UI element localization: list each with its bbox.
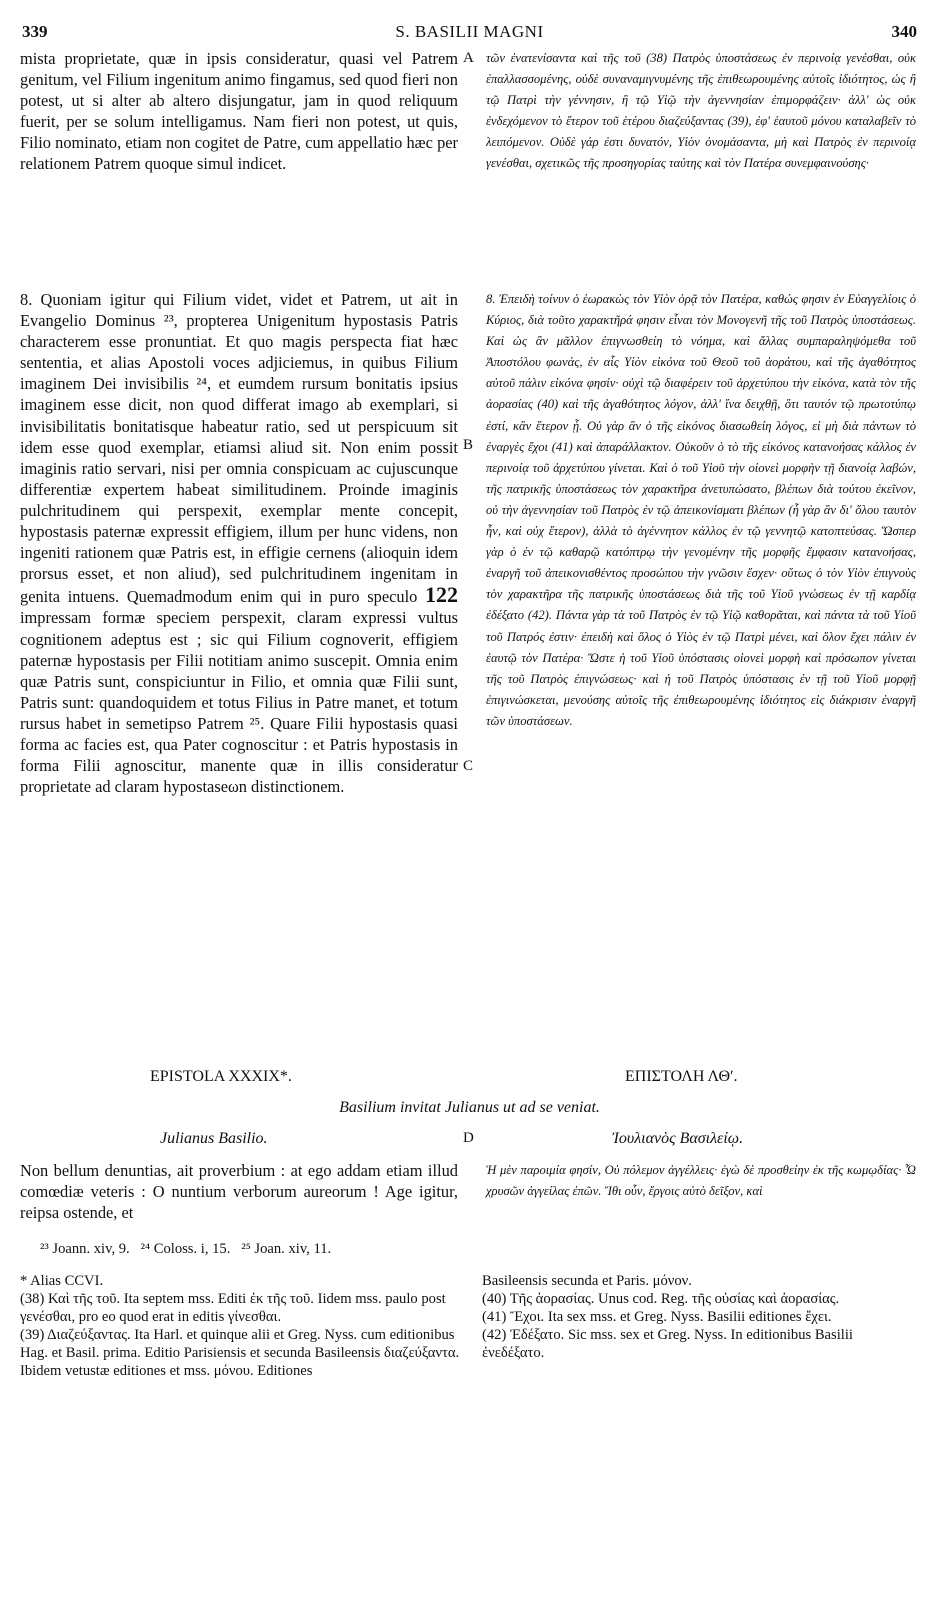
footnotes-right	[482, 1272, 918, 1362]
latin-paragraph-2-part-a: 8. Quoniam igitur qui Filium videt, videt et Patrem, ut ait in Evangelio Dominus ²³, propterea Unigenitum hypostasis Patris characterem esse pronuntiat. Et quo magis perspecta fiat hæc sententia, et alias Apostoli voces adjiciemus, in quibus Filium imaginem Dei invisibilis ²⁴, et eumdem rursum bonitatis ipsius imaginem esse dicit, non quod differat imago ab exemplari, si invisibilitatis bonitatisque habeatur ratio, sed ut perspicuum sit idem esse quod exemplar, etiamsi aliud sit. Non enim possit imaginis ratio servari, nisi per omnia conspicuam ac cujuscunque differentiæ expertem habeat similitudinem. Proinde imaginis pulchritudinem qui perspexit, exemplar mente concepit, hypostasis paternæ expressit effigiem, illum per hunc videns, non ingeniti rationem quæ Patris est, in effigie cernens (alioquin idem prorsus esset, et non aliud), sed pulchritudinem ingenitam in genita intuens. Quemadmodum enim qui in puro speculo	[20, 290, 458, 607]
greek-column-section-8	[486, 289, 916, 732]
footnote-39-continued: Basileensis secunda et Paris. μόνον.	[482, 1273, 692, 1289]
latin-column-section-8	[20, 289, 458, 797]
margin-marker-c: C	[463, 758, 474, 774]
page-number-left: 339	[22, 22, 48, 41]
latin-paragraph-2	[20, 289, 458, 797]
footnote-40: (40) Τῆς ἀορασίας. Unus cod. Reg. τῆς οὐσίας καὶ ἀορασίας.	[482, 1291, 840, 1307]
running-title: S. BASILII MAGNI	[395, 22, 544, 41]
scripture-references: ²³ Joann. xiv, 9. ²⁴ Coloss. i, 15. ²⁵ Joan. xiv, 11.	[40, 1241, 332, 1257]
page-number-right: 340	[891, 22, 917, 41]
latin-paragraph-1: mista proprietate, quæ in ipsis consideratur, quasi vel Patrem genitum, vel Filium ingenitum animo fingamus, sed quod fieri non potest, ut si alter ab altero disjungatur, jam in quod reliquum fuerit, per se solum intelligamus. Nam fieri non potest, ut quis, Filio nominato, etiam non cogitet de Patre, cum appellatio hæc per relationem Patrem quoque simul indicet.	[20, 49, 458, 174]
footnote-39: (39) Διαζεύξαντας. Ita Harl. et quinque alii et Greg. Nyss. cum editionibus Hag. et Basil. prima. Editio Parisiensis et secunda Basileensis διαζεύξαντα. Ibidem vetustæ editiones et mss. μόνου. Editiones	[20, 1327, 460, 1379]
margin-marker-b: B	[463, 437, 474, 453]
margin-marker-a: A	[463, 50, 474, 66]
footnote-41: (41) Ἔχοι. Ita sex mss. et Greg. Nyss. Basilii editiones ἔχει.	[482, 1309, 832, 1325]
letter-title-latin: EPISTOLA XXXIX*.	[150, 1068, 292, 1085]
footnotes-left	[20, 1272, 460, 1380]
salutation-latin: Julianus Basilio.	[160, 1130, 268, 1147]
greek-paragraph-2: 8. Ἐπειδὴ τοίνυν ὁ ἑωρακὼς τὸν Υἱὸν ὁρᾷ τὸν Πατέρα, καθώς φησιν ἐν Εὐαγγελίοις ὁ Κύριος, διὰ τοῦτο χαρακτῆρά φησιν εἶναι τὸν Μονογενῆ τῆς τοῦ Πατρὸς ὑποστάσεως. Καὶ ὡς ἂν μᾶλλον ἐπιγνωσθείη τὸ νόημα, καὶ ἄλλας συμπαραληψόμεθα τοῦ Ἀποστόλου φωνάς, ἐν αἷς Υἱὸν εἰκόνα τοῦ Θεοῦ τοῦ ἀοράτου, καὶ τῆς ἀγαθότητος αὐτοῦ πάλιν εἰκόνα φησίν· οὐχὶ τῷ διαφέρειν τοῦ ἀρχετύπου τὴν εἰκόνα, κατὰ τὸν τῆς ἀορασίας (40) καὶ τῆς ἀγαθότητος λόγον, ἀλλ' ἵνα δειχθῇ, ὅτι ταυτόν τῷ πρωτοτύπῳ ἐστί, κἂν ἕτερον ᾖ. Οὐ γὰρ ἂν ὁ τῆς εἰκόνος διασωθείη λόγος, εἰ μὴ διὰ πάντων τὸ ἐναργὲς ἔχοι (41) καὶ ἀπαράλλακτον. Οὐκοῦν ὁ τὸ τῆς εἰκόνος κατανοήσας κάλλος ἐν περινοίᾳ τοῦ ἀρχετύπου γίνεται. Καὶ ὁ τοῦ Υἱοῦ τὴν οἱονεὶ μορφὴν τῇ διανοίᾳ λαβών, τῆς πατρικῆς ὑποστάσεως τὸν χαρακτῆρα ἀνετυπώσατο, βλέπων διὰ τούτου ἐκεῖνον, οὐ τὴν ἀγεννησίαν τοῦ Πατρὸς ἐν τῷ ἀπεικονίσματι βλέπων (ἦ γὰρ ἂν δι' ὅλου ταυτὸν ἦν, καὶ οὐχ ἕτερον), ἀλλὰ τὸ ἀγέννητον κάλλος ἐν τῷ γεννητῷ κατοπτεύσας. Ὥσπερ γὰρ ὁ ἐν τῷ καθαρῷ κατόπτρῳ τὴν γενομένην τῆς μορφῆς ἔμφασιν κατανοήσας, ἐναργῆ τοῦ ἀπεικονισθέντος προσώπου τὴν γνῶσιν ἔσχεν· οὕτως ὁ τὸν Υἱὸν ἐπιγνοὺς τὸν χαρακτῆρα τῆς πατρικῆς ὑποστάσεως διὰ τῆς τοῦ Υἱοῦ γνώσεως ἐν τῇ καρδίᾳ ἐδέξατο (42). Πάντα γὰρ τὰ τοῦ Πατρὸς ἐν τῷ Υἱῷ καθορᾶται, καὶ πάντα τὰ τοῦ Υἱοῦ τοῦ Πατρός ἐστιν· ἐπειδὴ καὶ ὅλος ὁ Υἱὸς ἐν τῷ Πατρὶ μένει, καὶ ὅλον ἔχει πάλιν ἐν ἑαυτῷ τὸν Πατέρα· Ὥστε ἡ τοῦ Υἱοῦ ὑπόστασις οἱονεὶ μορφὴ καὶ πρόσωπον γίνεται τῆς τοῦ Πατρὸς ἐπιγνώσεως· καὶ ἡ τοῦ Πατρὸς ὑπόστασις ἐν τῇ τοῦ Υἱοῦ μορφῇ ἐπιγινώσκεται, μενούσης αὐτοῖς τῆς ἐπιθεωρουμένης ἰδιότητος εἰς διάκρισιν ἐναργῆ τῶν ὑποστάσεων.	[486, 292, 916, 728]
greek-paragraph-1: τῶν ἐνατενίσαντα καὶ τῆς τοῦ (38) Πατρὸς ὑποστάσεως ἐν περινοίᾳ γενέσθαι, οὐκ ἐπαλλασσομένης, οὐδὲ συναναμιγνυμένης τῆς ἐπιθεωρουμένης αὐτοῖς ἰδιότητος, ὡς ἢ τῷ Πατρὶ τὴν γέννησιν, ἢ τῷ Υἱῷ τὴν ἀγεννησίαν ἐπιμορφάζειν· ἀλλ' ὡς οὐκ ἐνδεχόμενον τὸ ἕτερον τοῦ ἑτέρου διαζεύξαντας (39), ἐφ' ἑαυτοῦ μόνου καταλαβεῖν τὸ λειπόμενον. Οὐδὲ γάρ ἐστι δυνατόν, Υἱὸν ὀνομάσαντα, μὴ καὶ Πατρὸς ἐν περινοίᾳ γενέσθαι, σχετικῶς τῆς προσηγορίας ταύτης καὶ τὸν Πατέρα συνεμφαινούσης·	[486, 51, 916, 171]
margin-marker-d: D	[463, 1130, 474, 1146]
letter-greek-text	[486, 1160, 916, 1202]
latin-column	[20, 48, 458, 175]
letter-title-greek: ΕΠΙΣΤΟΛΗ ΛΘʹ.	[625, 1068, 738, 1085]
marginal-number-122: 122	[425, 582, 458, 608]
letter-subtitle: Basilium invitat Julianus ut ad se veniat.	[339, 1099, 600, 1116]
letter-latin-paragraph: Non bellum denuntias, ait proverbium : at ego addam etiam illud comœdiæ veteris : O nuntium verborum aureorum ! Age igitur, reipsa ostende, et	[20, 1161, 458, 1223]
letter-greek-paragraph: Ἡ μὲν παροιμία φησίν, Οὐ πόλεμον ἀγγέλλεις· ἐγὼ δὲ προσθείην ἐκ τῆς κωμῳδίας· Ὦ χρυσῶν ἀγγείλας ἐπῶν. Ἴθι οὖν, ἔργοις αὐτὸ δεῖξον, καὶ	[486, 1163, 916, 1199]
letter-latin-text	[20, 1160, 458, 1223]
latin-paragraph-2-part-b: impressam formæ speciem perspexit, claram expressi vultus cognitionem adeptus est ; sic qui Filium cognoverit, effigiem paternæ hypostasis per Filii notitiam animo suscepit. Omnia enim quæ Patris sunt, conspiciuntur in Filio, et omnia quæ Filii sunt, Patris sunt: quandoquidem et totus Filius in Patre manet, et totum rursus habet in semetipso Patrem ²⁵. Quare Filii hypostasis quasi forma ac facies est, qua Pater cognoscitur : et Patris hypostasis in forma Filii agnoscitur, manente quæ in illis consideratur proprietate ad claram hypostaseωn distinctionem.	[20, 608, 458, 797]
footnote-alias: * Alias CCVI.	[20, 1273, 104, 1289]
greek-column	[486, 48, 916, 175]
footnote-38: (38) Καὶ τῆς τοῦ. Ita septem mss. Editi ἐκ τῆς τοῦ. Iidem mss. paulo post γενέσθαι, pro eo quod erat in editis γίνεσθαι.	[20, 1291, 446, 1325]
salutation-greek: Ἰουλιανὸς Βασιλείῳ.	[612, 1130, 744, 1147]
footnote-42: (42) Ἐδέξατο. Sic mss. sex et Greg. Nyss. In editionibus Basilii ἐνεδέξατο.	[482, 1327, 853, 1361]
